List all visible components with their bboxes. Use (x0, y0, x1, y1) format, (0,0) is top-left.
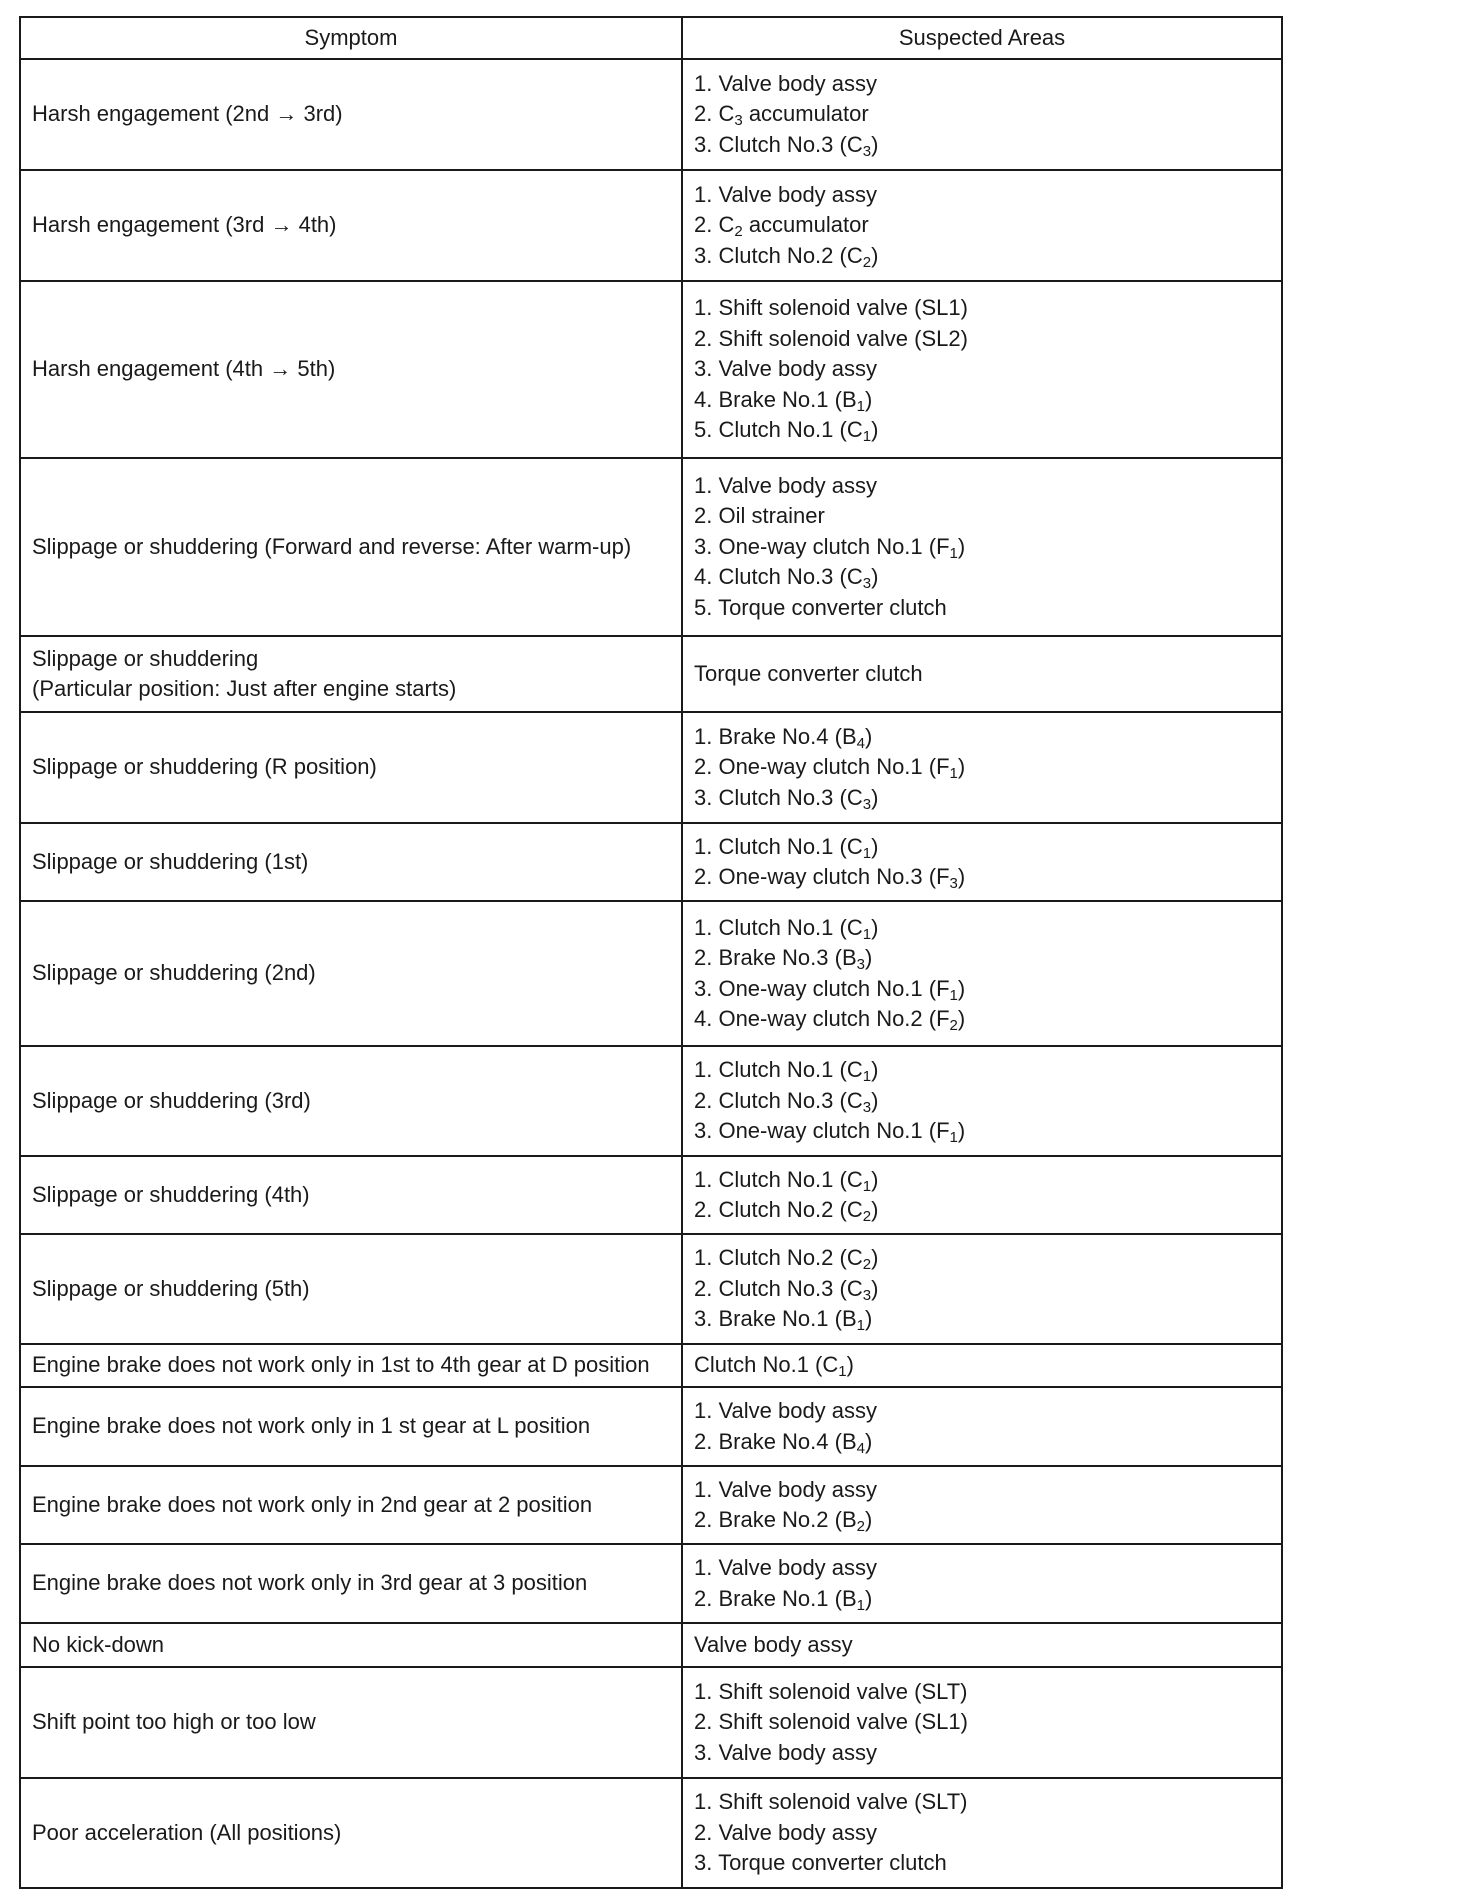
suspected-area-item: 1. Clutch No.1 $(C_1)$ (694, 914, 879, 943)
suspected-area-item: 2. Clutch No.3 $(C_3)$ (694, 1275, 879, 1304)
table-row (20, 1156, 1282, 1234)
suspected-area-item: 2. $C_3$ accumulator (694, 101, 869, 130)
subscript: 3 (734, 112, 743, 130)
suspected-areas-cell (682, 1623, 1282, 1667)
subscript: 3 (949, 875, 958, 892)
suspected-area-item: 1. Shift solenoid valve (SLT) (694, 1678, 968, 1704)
table-row (20, 1778, 1282, 1888)
symptom-cell (20, 1778, 682, 1888)
symptom-text: Slippage or shuddering (R position) (32, 754, 377, 780)
subscript: 2 (862, 253, 872, 271)
suspected-area-item: 1. Valve body assy (694, 1476, 878, 1502)
suspected-area-item: 4. Clutch No.3 $(C_3)$ (694, 564, 879, 593)
subscript: 1 (862, 844, 872, 862)
symptom-text: Slippage or shuddering (3rd) (32, 1087, 311, 1113)
suspected-area-item: 3. Torque converter clutch (694, 1850, 947, 1876)
suspected-areas-cell (682, 59, 1282, 170)
subscript: 1 (949, 986, 958, 1004)
subscript: 1 (862, 1068, 872, 1086)
subscript: 1 (862, 1177, 872, 1195)
table-row (20, 1466, 1282, 1544)
subscript: 2 (856, 1518, 865, 1535)
suspected-areas-cell (682, 1778, 1282, 1888)
subscript: 1 (856, 1317, 865, 1335)
suspected-area-item: 3. Brake No.1 $(B_1)$ (694, 1306, 873, 1335)
suspected-area-item: 2. Valve body assy (694, 1819, 878, 1845)
table-row (20, 636, 1282, 712)
symptom-text: Engine brake does not work only in 1st to 4th gear at D position (32, 1352, 650, 1378)
suspected-area-item: 1. Clutch No.1 $(C_1)$ (694, 833, 879, 862)
table-row (20, 170, 1282, 281)
suspected-area-item: 2. $C_2$ accumulator (694, 212, 869, 241)
suspected-areas-cell (682, 1387, 1282, 1466)
symptom-cell (20, 636, 682, 712)
symptom-text: (Particular position: Just after engine starts) (32, 676, 457, 701)
suspected-areas-cell (682, 1046, 1282, 1156)
suspected-area-item: 2. Shift solenoid valve (SL2) (694, 325, 968, 351)
suspected-areas-cell (682, 170, 1282, 281)
suspected-area-item: 2. Clutch No.2 $(C_2)$ (694, 1197, 879, 1225)
subscript: 2 (862, 1208, 872, 1225)
symptom-cell (20, 1466, 682, 1544)
symptom-cell (20, 1544, 682, 1623)
suspected-area-item: 3. Clutch No.2 $(C_2)$ (694, 242, 879, 271)
symptom-cell (20, 1234, 682, 1344)
suspected-area-item: 3. Valve body assy (694, 1739, 878, 1765)
symptom-text: Poor acceleration (All positions) (32, 1819, 342, 1845)
subscript: 3 (862, 142, 872, 160)
table-row (20, 281, 1282, 458)
symptom-text: Slippage or shuddering (4th) (32, 1181, 310, 1207)
symptom-cell (20, 458, 682, 636)
subscript: 1 (856, 397, 865, 415)
subscript: 1 (856, 1596, 865, 1614)
suspected-areas-cell (682, 1544, 1282, 1623)
suspected-area-item: 3. Valve body assy (694, 356, 878, 382)
suspected-areas-cell (682, 823, 1282, 901)
symptom-cell (20, 823, 682, 901)
suspected-area-item: 3. One-way clutch No.1 $(F_1)$ (694, 1118, 966, 1147)
suspected-area-item: 1. Clutch No.1 $(C_1)$ (694, 1166, 879, 1195)
suspected-area-item: 1. Valve body assy (694, 181, 878, 207)
symptom-cell (20, 712, 682, 823)
symptom-cell (20, 1623, 682, 1667)
table-row (20, 1234, 1282, 1344)
symptom-table (19, 16, 1283, 1889)
subscript: 1 (862, 925, 872, 943)
suspected-area-item: 1. Brake No.4 $(B_4)$ (694, 723, 873, 752)
suspected-area-item: 1. Shift solenoid valve (SLT) (694, 1789, 968, 1815)
suspected-area-item: 3. One-way clutch No.1 $(F_1)$ (694, 533, 966, 562)
suspected-areas-cell (682, 1156, 1282, 1234)
symptom-text: Slippage or shuddering (5th) (32, 1275, 310, 1301)
suspected-area-item: 2. Shift solenoid valve (SL1) (694, 1709, 968, 1735)
table-row (20, 1667, 1282, 1778)
subscript: 1 (949, 544, 958, 562)
symptom-cell (20, 281, 682, 458)
suspected-area-item: 1. Valve body assy (694, 1555, 878, 1580)
symptom-cell (20, 59, 682, 170)
table-row (20, 1544, 1282, 1623)
symptom-text: Slippage or shuddering (2nd) (32, 960, 316, 986)
subscript: 3 (862, 575, 872, 593)
suspected-area-item: 4. One-way clutch No.2 $(F_2)$ (694, 1006, 966, 1034)
suspected-area-item: 2. One-way clutch No.3 $(F_3)$ (694, 864, 966, 892)
table-row (20, 1623, 1282, 1667)
suspected-area-item: 1. Clutch No.2 $(C_2)$ (694, 1245, 879, 1274)
symptom-text: Slippage or shuddering (32, 645, 259, 671)
suspected-area-item: 1. Shift solenoid valve (SL1) (694, 295, 968, 321)
symptom-text: Engine brake does not work only in 2nd gear at 2 position (32, 1491, 593, 1517)
suspected-areas-cell (682, 712, 1282, 823)
symptom-header: Symptom (20, 17, 682, 59)
symptom-cell (20, 1344, 682, 1387)
symptom-text: Shift point too high or too low (32, 1709, 316, 1735)
symptom-cell (20, 1046, 682, 1156)
symptom-cell (20, 170, 682, 281)
symptom-cell (20, 1387, 682, 1466)
suspected-area-item: 1. Valve body assy (694, 70, 878, 96)
table-row (20, 823, 1282, 901)
suspected-areas-header: Suspected Areas (682, 17, 1282, 59)
suspected-area-item: 5. Torque converter clutch (694, 594, 947, 620)
table-body (20, 59, 1282, 1888)
suspected-areas-cell (682, 1344, 1282, 1387)
suspected-area-item: 2. Brake No.3 $(B_3)$ (694, 945, 873, 973)
symptom-cell (20, 1667, 682, 1778)
symptom-cell (20, 1156, 682, 1234)
suspected-area-item: 1. Valve body assy (694, 472, 878, 498)
suspected-area-item: 2. Oil strainer (694, 503, 825, 529)
symptom-text: No kick-down (32, 1631, 165, 1657)
subscript: 1 (838, 1363, 847, 1381)
suspected-area-item: 2. Brake No.1 $(B_1)$ (694, 1585, 873, 1614)
table-row (20, 1387, 1282, 1466)
suspected-areas-cell (682, 901, 1282, 1046)
suspected-area-item: 3. One-way clutch No.1 $(F_1)$ (694, 975, 966, 1004)
table-row (20, 1046, 1282, 1156)
suspected-areas-cell (682, 281, 1282, 458)
subscript: 4 (856, 734, 865, 752)
subscript: 1 (862, 428, 872, 446)
symptom-text: Harsh engagement (2nd → 3rd) (32, 101, 343, 127)
subscript: 3 (862, 1286, 872, 1304)
header-row (20, 17, 1282, 59)
symptom-text: Harsh engagement (4th → 5th) (32, 356, 336, 382)
suspected-areas-cell (682, 636, 1282, 712)
suspected-area-item: 2. Brake No.4 $(B_4)$ (694, 1428, 873, 1457)
suspected-area-item: 5. Clutch No.1 $(C_1)$ (694, 417, 879, 446)
symptom-text: Slippage or shuddering (Forward and reverse: After warm-up) (32, 533, 632, 559)
suspected-area-item: 2. Clutch No.3 $(C_3)$ (694, 1087, 879, 1116)
table-row (20, 901, 1282, 1046)
subscript: 4 (856, 1439, 865, 1457)
symptom-cell (20, 901, 682, 1046)
suspected-area-item: 4. Brake No.1 $(B_1)$ (694, 386, 873, 415)
symptom-text: Engine brake does not work only in 1 st gear at L position (32, 1413, 591, 1439)
table-row (20, 458, 1282, 636)
suspected-area-item: 2. One-way clutch No.1 $(F_1)$ (694, 754, 966, 783)
suspected-areas-cell (682, 458, 1282, 636)
suspected-area-item: 3. Clutch No.3 $(C_3)$ (694, 784, 879, 813)
symptom-text: Engine brake does not work only in 3rd gear at 3 position (32, 1570, 588, 1596)
suspected-area-item: 1. Clutch No.1 $(C_1)$ (694, 1057, 879, 1086)
subscript: 1 (949, 765, 958, 783)
subscript: 2 (734, 223, 743, 241)
suspected-area-item: 3. Clutch No.3 $(C_3)$ (694, 131, 879, 160)
subscript: 3 (856, 956, 865, 973)
suspected-area-item: Valve body assy (694, 1631, 853, 1657)
table-row (20, 59, 1282, 170)
suspected-area-item: 1. Valve body assy (694, 1398, 878, 1423)
suspected-areas-cell (682, 1466, 1282, 1544)
subscript: 3 (862, 795, 872, 813)
suspected-areas-cell (682, 1667, 1282, 1778)
table-row (20, 1344, 1282, 1387)
suspected-area-item: 2. Brake No.2 $(B_2)$ (694, 1507, 873, 1535)
symptom-text: Harsh engagement (3rd → 4th) (32, 212, 337, 238)
subscript: 2 (862, 1256, 872, 1274)
suspected-area-item: Clutch No.1 $(C_1)$ (694, 1352, 854, 1381)
suspected-areas-cell (682, 1234, 1282, 1344)
symptom-text: Slippage or shuddering (1st) (32, 848, 309, 874)
subscript: 2 (949, 1017, 958, 1034)
suspected-area-item: Torque converter clutch (694, 660, 923, 686)
subscript: 3 (862, 1098, 872, 1116)
subscript: 1 (949, 1129, 958, 1147)
table-row (20, 712, 1282, 823)
